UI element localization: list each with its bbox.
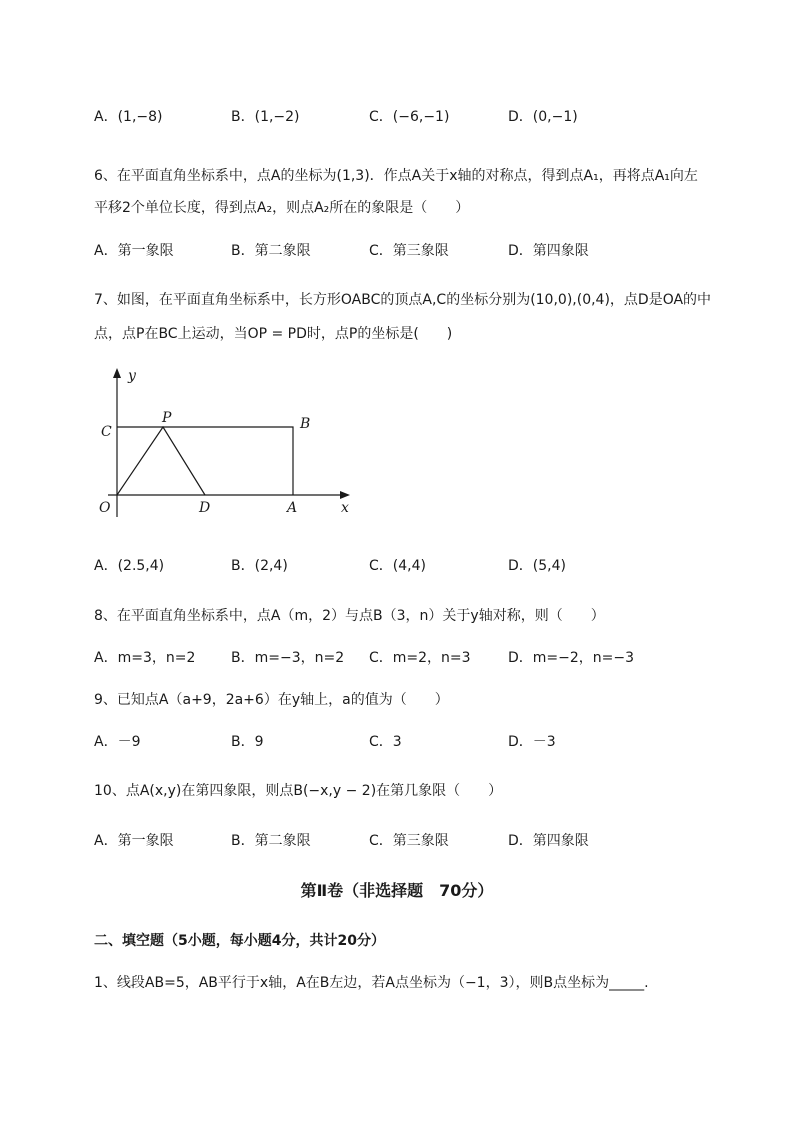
q9-option-a: A．－9 — [94, 734, 141, 750]
label-a: A — [287, 500, 298, 516]
q7-coordinate-figure — [90, 362, 360, 522]
q5-option-b: B．(1,−2) — [231, 109, 300, 125]
label-d: D — [199, 500, 211, 516]
q6-option-b: B．第二象限 — [231, 243, 311, 259]
q8-option-d: D．m=−2，n=−3 — [508, 650, 635, 666]
rectangle-oabc — [117, 427, 293, 495]
q6-option-c: C．第三象限 — [369, 243, 449, 259]
q6-option-d: D．第四象限 — [508, 243, 589, 259]
q10-options — [94, 831, 714, 851]
q6-option-a: A．第一象限 — [94, 243, 174, 259]
q9-text: 9、已知点A（a+9，2a+6）在y轴上，a的值为（ ） — [94, 692, 449, 708]
part2-subtitle: 二、填空题（5小题，每小题4分，共计20分） — [94, 933, 385, 949]
q8-option-b: B．m=−3，n=2 — [231, 650, 345, 666]
q7-option-b: B．(2,4) — [231, 558, 288, 574]
q7-options — [94, 556, 714, 576]
q9-option-b: B．9 — [231, 734, 264, 750]
q8-option-c: C．m=2，n=3 — [369, 650, 471, 666]
q10-option-a: A．第一象限 — [94, 833, 174, 849]
q6-text-line1: 6、在平面直角坐标系中，点A的坐标为(1,3)．作点A关于x轴的对称点，得到点A₁，再将点A₁向左 — [94, 168, 698, 184]
q6-text-line2: 平移2个单位长度，得到点A₂，则点A₂所在的象限是（ ） — [94, 200, 470, 216]
q7-text-line2: 点，点P在BC上运动，当OP = PD时，点P的坐标是( ) — [94, 326, 453, 342]
q9-option-c: C．3 — [369, 734, 402, 750]
q10-text: 10、点A(x,y)在第四象限，则点B(−x,y − 2)在第几象限（ ） — [94, 783, 503, 799]
label-o: O — [99, 500, 111, 516]
q7-text-line1: 7、如图，在平面直角坐标系中，长方形OABC的顶点A,C的坐标分别为(10,0),(0,4)，点D是OA的中 — [94, 292, 712, 308]
q5-option-c: C．(−6,−1) — [369, 109, 450, 125]
q5-option-d: D．(0,−1) — [508, 109, 578, 125]
q10-option-b: B．第二象限 — [231, 833, 311, 849]
part2-title: 第Ⅱ卷（非选择题 70分） — [300, 881, 494, 900]
q9-options — [94, 732, 714, 752]
label-p: P — [162, 410, 172, 426]
q6-options — [94, 241, 714, 261]
q8-option-a: A．m=3，n=2 — [94, 650, 196, 666]
q10-option-d: D．第四象限 — [508, 833, 589, 849]
triangle-opd — [117, 427, 205, 495]
label-y: y — [128, 368, 136, 384]
label-x: x — [341, 500, 349, 516]
q8-text: 8、在平面直角坐标系中，点A（m，2）与点B（3，n）关于y轴对称，则（ ） — [94, 608, 605, 624]
q5-option-a: A．(1,−8) — [94, 109, 163, 125]
label-c: C — [101, 424, 112, 440]
label-b: B — [300, 416, 311, 432]
q10-option-c: C．第三象限 — [369, 833, 449, 849]
fill-question-1: 1、线段AB=5，AB平行于x轴，A在B左边，若A点坐标为（−1，3），则B点坐标为_____. — [94, 975, 649, 991]
q5-options — [94, 107, 714, 127]
q7-option-a: A．(2.5,4) — [94, 558, 165, 574]
q8-options — [94, 648, 714, 668]
y-axis-arrow — [113, 368, 121, 378]
q7-option-c: C．(4,4) — [369, 558, 426, 574]
q7-option-d: D．(5,4) — [508, 558, 566, 574]
q9-option-d: D．－3 — [508, 734, 556, 750]
x-axis-arrow — [340, 491, 350, 499]
